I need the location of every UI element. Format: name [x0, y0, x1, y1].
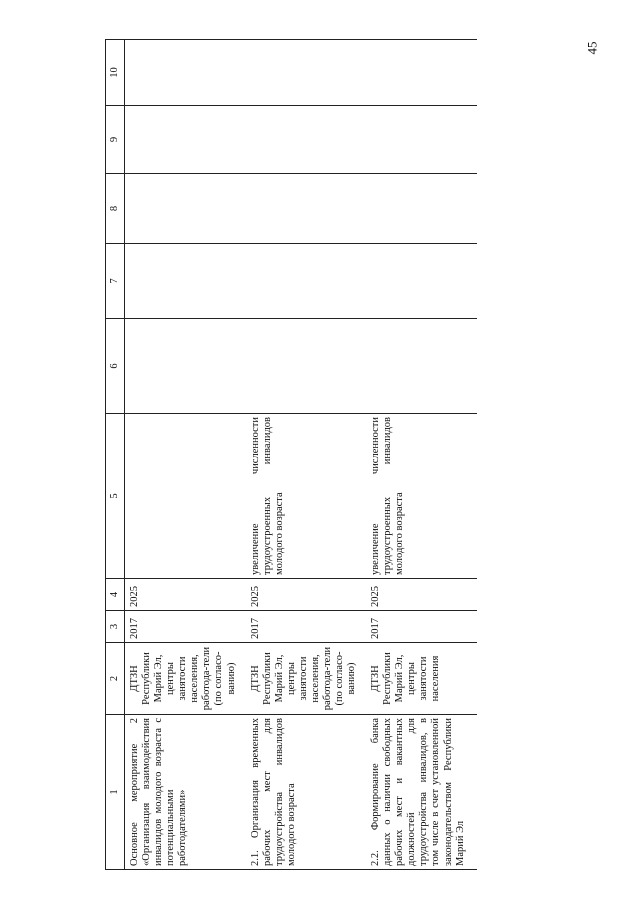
col-header-4: 4	[106, 579, 125, 611]
executor: ДТЗН Республики Марий Эл, центры занятости населения	[368, 643, 477, 715]
cell-6	[125, 319, 248, 414]
expected-result: увеличение численности трудоустроенных инвалидов молодого возраста	[368, 414, 477, 579]
cell-10	[125, 40, 248, 106]
start-year: 2017	[368, 611, 477, 643]
col-header-3: 3	[106, 611, 125, 643]
end-year: 2025	[125, 579, 248, 611]
cell-6	[368, 319, 477, 414]
end-year: 2025	[248, 579, 369, 611]
cell-10	[248, 40, 369, 106]
cell-9	[368, 106, 477, 174]
page-number: 45	[584, 41, 600, 55]
cell-10	[368, 40, 477, 106]
program-activities-table	[105, 39, 477, 870]
cell-6	[248, 319, 369, 414]
executor: ДТЗН Республики Марий Эл, центры занятости населения, работода-тели (по согласо-ванию)	[248, 643, 369, 715]
activity-name: 2.2. Формирование банка данных о наличии свободных рабочих мест и вакантных должностей для трудоустройства инвалидов, в том числе в счет установленной законодательством Республики Марий Эл	[368, 715, 477, 870]
cell-7	[248, 244, 369, 319]
rotated-table-frame	[105, 40, 525, 870]
expected-result: увеличение численности трудоустроенных инвалидов молодого возраста	[248, 414, 369, 579]
col-header-1: 1	[106, 715, 125, 870]
col-header-5: 5	[106, 414, 125, 579]
table-row	[368, 40, 477, 870]
cell-7	[368, 244, 477, 319]
cell-8	[248, 174, 369, 244]
cell-8	[368, 174, 477, 244]
activity-name: Основное мероприятие 2 «Организация взаимодействия инвалидов молодого возраста с потенциальными работодателями»	[125, 715, 248, 870]
expected-result	[125, 414, 248, 579]
col-header-7: 7	[106, 244, 125, 319]
cell-7	[125, 244, 248, 319]
cell-8	[125, 174, 248, 244]
activity-name: 2.1. Организация временных рабочих мест для трудоустройства инвалидов молодого возраста	[248, 715, 369, 870]
col-header-9: 9	[106, 106, 125, 174]
header-row	[106, 40, 125, 870]
end-year: 2025	[368, 579, 477, 611]
start-year: 2017	[248, 611, 369, 643]
cell-9	[248, 106, 369, 174]
col-header-10: 10	[106, 40, 125, 106]
start-year: 2017	[125, 611, 248, 643]
cell-9	[125, 106, 248, 174]
col-header-8: 8	[106, 174, 125, 244]
table-row	[248, 40, 369, 870]
executor: ДТЗН Республики Марий Эл, центры занятости населения, работода-тели (по согласо-ванию)	[125, 643, 248, 715]
col-header-6: 6	[106, 319, 125, 414]
col-header-2: 2	[106, 643, 125, 715]
table-row	[125, 40, 248, 870]
